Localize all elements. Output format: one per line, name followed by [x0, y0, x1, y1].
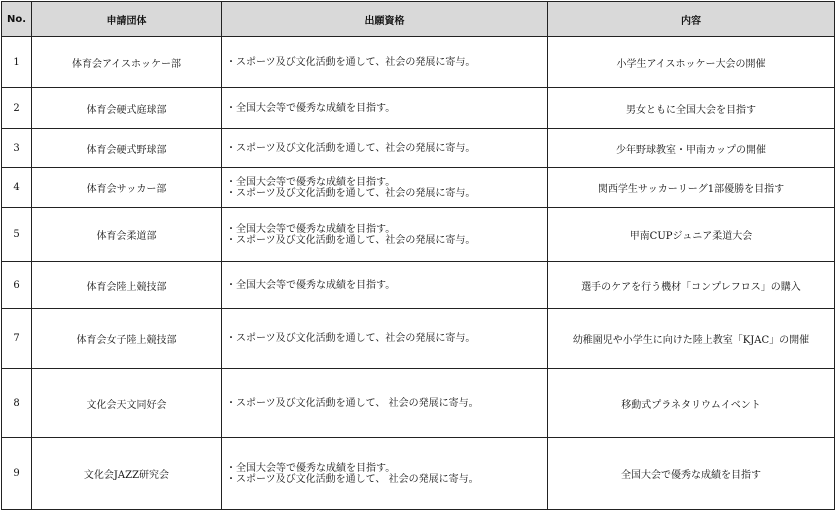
- table-row: [2, 262, 835, 309]
- applications-table: [1, 1, 835, 510]
- qualification-line: ・全国大会等で優秀な成績を目指す。: [226, 223, 396, 235]
- table-row: [2, 208, 835, 262]
- table-row: [2, 129, 835, 168]
- header-no: No.: [2, 2, 32, 37]
- row-no: 6: [2, 262, 32, 309]
- qualification-line: ・スポーツ及び文化活動を通して、社会の発展に寄与。: [226, 142, 476, 154]
- row-no: 7: [2, 309, 32, 369]
- row-qualification: [222, 262, 548, 309]
- qualification-line: ・全国大会等で優秀な成績を目指す。: [226, 279, 396, 291]
- row-group: 体育会陸上競技部: [32, 262, 222, 309]
- qualification-line: ・全国大会等で優秀な成績を目指す。: [226, 462, 396, 474]
- table-row: [2, 438, 835, 510]
- row-no: 9: [2, 438, 32, 510]
- row-no: 8: [2, 369, 32, 438]
- qualification-line: ・スポーツ及び文化活動を通して、社会の発展に寄与。: [226, 187, 476, 199]
- qualification-line: ・スポーツ及び文化活動を通して、 社会の発展に寄与。: [226, 473, 479, 485]
- row-content: 小学生アイスホッケー大会の開催: [548, 37, 835, 88]
- row-group: 体育会サッカー部: [32, 168, 222, 208]
- row-qualification: [222, 88, 548, 129]
- table-row: [2, 369, 835, 438]
- row-content: 甲南CUPジュニア柔道大会: [548, 208, 835, 262]
- row-content: 幼稚園児や小学生に向けた陸上教室「KJAC」の開催: [548, 309, 835, 369]
- table-row: [2, 37, 835, 88]
- qualification-line: ・スポーツ及び文化活動を通して、社会の発展に寄与。: [226, 333, 476, 344]
- row-qualification: [222, 309, 548, 369]
- header-qualification: 出願資格: [222, 2, 548, 37]
- row-group: 体育会硬式野球部: [32, 129, 222, 168]
- row-qualification: [222, 168, 548, 208]
- table-row: [2, 88, 835, 129]
- header-group: 申請団体: [32, 2, 222, 37]
- qualification-line: ・スポーツ及び文化活動を通して、社会の発展に寄与。: [226, 56, 476, 68]
- row-no: 5: [2, 208, 32, 262]
- row-group: 体育会硬式庭球部: [32, 88, 222, 129]
- row-qualification: [222, 129, 548, 168]
- row-qualification: [222, 37, 548, 88]
- row-content: 少年野球教室・甲南カップの開催: [548, 129, 835, 168]
- row-qualification: [222, 438, 548, 510]
- qualification-line: ・スポーツ及び文化活動を通して、社会の発展に寄与。: [226, 234, 476, 246]
- row-no: 3: [2, 129, 32, 168]
- row-content: 全国大会で優秀な成績を目指す: [548, 438, 835, 510]
- row-qualification: [222, 208, 548, 262]
- row-content: 男女ともに全国大会を目指す: [548, 88, 835, 129]
- header-row: [2, 2, 835, 37]
- row-content: 選手のケアを行う機材「コンプレフロス」の購入: [548, 262, 835, 309]
- qualification-line: ・スポーツ及び文化活動を通して、 社会の発展に寄与。: [226, 397, 479, 409]
- qualification-line: ・全国大会等で優秀な成績を目指す。: [226, 176, 396, 188]
- row-group: 文化会JAZZ研究会: [32, 438, 222, 510]
- row-group: 体育会柔道部: [32, 208, 222, 262]
- row-content: 関西学生サッカーリーグ1部優勝を目指す: [548, 168, 835, 208]
- row-qualification: [222, 369, 548, 438]
- table-row: [2, 168, 835, 208]
- row-content: 移動式プラネタリウムイベント: [548, 369, 835, 438]
- row-no: 4: [2, 168, 32, 208]
- row-no: 2: [2, 88, 32, 129]
- row-no: 1: [2, 37, 32, 88]
- table-row: [2, 309, 835, 369]
- row-group: 体育会アイスホッケー部: [32, 37, 222, 88]
- row-group: 体育会女子陸上競技部: [32, 309, 222, 369]
- header-content: 内容: [548, 2, 835, 37]
- qualification-line: ・全国大会等で優秀な成績を目指す。: [226, 102, 396, 114]
- row-group: 文化会天文同好会: [32, 369, 222, 438]
